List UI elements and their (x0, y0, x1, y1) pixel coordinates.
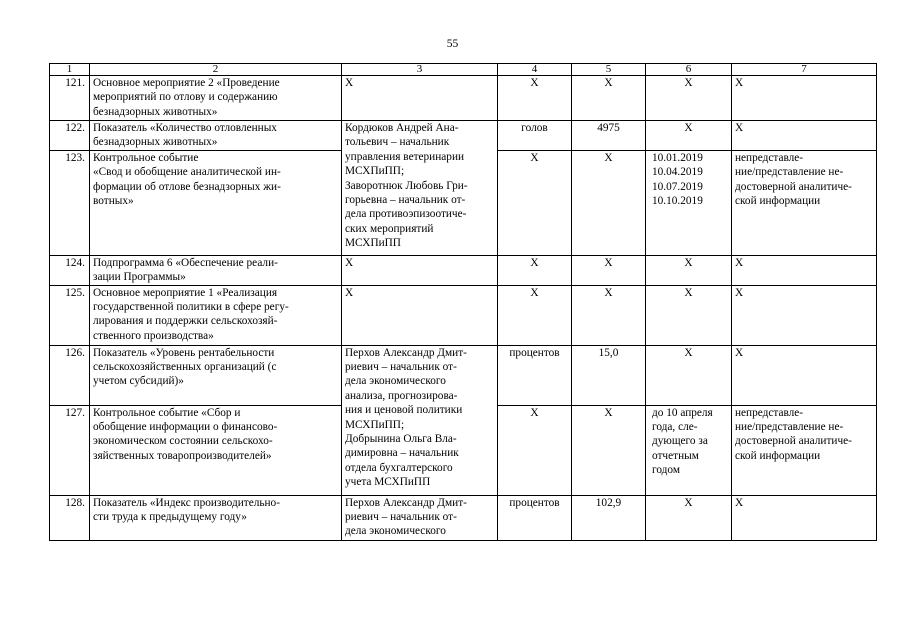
col-header-4: 4 (498, 64, 572, 76)
row-note: X (732, 345, 877, 405)
table-row (50, 76, 877, 121)
table-row (50, 345, 877, 405)
col-header-1: 1 (50, 64, 90, 76)
table-row (50, 495, 877, 540)
col-header-7: 7 (732, 64, 877, 76)
row-responsible: X (342, 285, 498, 345)
row-number: 125. (50, 285, 90, 345)
row-number: 124. (50, 255, 90, 285)
row-number: 121. (50, 76, 90, 121)
row-note: X (732, 76, 877, 121)
page-number: 55 (446, 38, 459, 50)
row-date: X (646, 285, 732, 345)
row-date: 10.01.2019 10.04.2019 10.07.2019 10.10.2019 (646, 150, 732, 255)
table-row (50, 255, 877, 285)
row-name: Показатель «Уровень рентабельности сельскохозяйственных организаций (с учетом субсидий)» (90, 345, 342, 405)
row-date: X (646, 255, 732, 285)
row-number: 128. (50, 495, 90, 540)
row-unit: X (498, 76, 572, 121)
row-note: X (732, 121, 877, 151)
row-unit: X (498, 285, 572, 345)
table-row (50, 285, 877, 345)
row-value: 4975 (572, 121, 646, 151)
row-value: X (572, 76, 646, 121)
row-date: X (646, 121, 732, 151)
row-note: непредставле- ние/представление не- достоверной аналитиче- ской информации (732, 150, 877, 255)
row-value: X (572, 150, 646, 255)
row-unit: X (498, 255, 572, 285)
row-name: Контрольное событие «Сбор и обобщение информации о финансово- экономическом состоянии сельскохо- зяйственных товаропроизводителей» (90, 405, 342, 495)
row-name: Контрольное событие «Свод и обобщение аналитической ин- формации об отлове безнадзорных жи- вотных» (90, 150, 342, 255)
row-number: 126. (50, 345, 90, 405)
row-value: X (572, 405, 646, 495)
row-responsible: Кордюков Андрей Ана- тольевич – начальник управления ветеринарии МСХПиПП; Заворотнюк Любовь Гри- горьевна – начальник от- дела противоэпизоотиче- ских мероприятий МСХПиПП (342, 121, 498, 256)
row-name: Показатель «Количество отловленных безнадзорных животных» (90, 121, 342, 151)
col-header-5: 5 (572, 64, 646, 76)
row-value: 102,9 (572, 495, 646, 540)
row-responsible: X (342, 255, 498, 285)
row-name: Подпрограмма 6 «Обеспечение реали- зации Программы» (90, 255, 342, 285)
row-number: 127. (50, 405, 90, 495)
col-header-3: 3 (342, 64, 498, 76)
row-name: Показатель «Индекс производительно- сти труда к предыдущему году» (90, 495, 342, 540)
row-date: X (646, 495, 732, 540)
row-note: X (732, 495, 877, 540)
row-responsible: Перхов Александр Дмит- риевич – начальник от- дела экономического анализа, прогнозирова- ния и ценовой политики МСХПиПП; Добрынина Ольга Вла- димировна – начальник отдела бухгалтерского учета МСХПиПП (342, 345, 498, 495)
row-responsible: Перхов Александр Дмит- риевич – начальник от- дела экономического (342, 495, 498, 540)
row-date: X (646, 345, 732, 405)
col-header-2: 2 (90, 64, 342, 76)
row-unit: процентов (498, 495, 572, 540)
row-responsible: X (342, 76, 498, 121)
row-date: X (646, 76, 732, 121)
row-unit: процентов (498, 345, 572, 405)
row-name: Основное мероприятие 2 «Проведение мероприятий по отлову и содержанию безнадзорных животных» (90, 76, 342, 121)
row-note: X (732, 285, 877, 345)
row-number: 122. (50, 121, 90, 151)
row-note: непредставле- ние/представление не- достоверной аналитиче- ской информации (732, 405, 877, 495)
row-value: X (572, 285, 646, 345)
row-number: 123. (50, 150, 90, 255)
row-date: до 10 апреля года, сле- дующего за отчетным годом (646, 405, 732, 495)
row-note: X (732, 255, 877, 285)
row-unit: голов (498, 121, 572, 151)
row-value: X (572, 255, 646, 285)
col-header-6: 6 (646, 64, 732, 76)
table-row (50, 121, 877, 151)
row-unit: X (498, 150, 572, 255)
program-table (49, 63, 877, 541)
row-unit: X (498, 405, 572, 495)
row-value: 15,0 (572, 345, 646, 405)
header-row (50, 64, 877, 76)
row-name: Основное мероприятие 1 «Реализация государственной политики в сфере регу- лирования и поддержки сельскохозяй- ственного производства» (90, 285, 342, 345)
